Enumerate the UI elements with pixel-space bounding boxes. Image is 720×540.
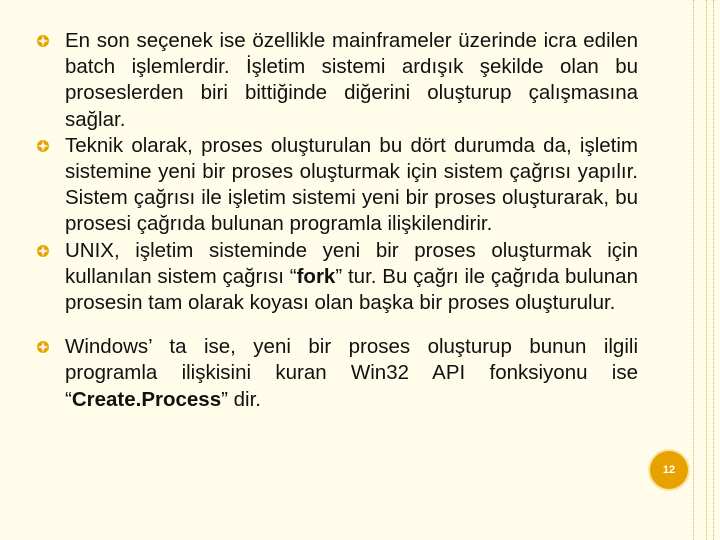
bullet-list [32,28,638,413]
frame-line [693,0,694,540]
bullet-text [65,238,638,317]
fork-keyword: fork [296,264,336,288]
bullet-text: Teknik olarak, proses oluşturulan bu dört durumda da, işletim sistemine yeni bir proses oluşturmak için sistem çağrısı yapılır. Sistem çağrısı ile işletim sistemi yeni bir proses oluşturarak, bu prosesi çağrıda bulunan programla ilişkilendirir. [65,133,638,236]
bullet-text-part: Windows’ ta ise, yeni bir proses oluşturup bunun ilgili programla ilişkisini kuran Win32 API fonksiyonu ise “ [65,335,638,411]
bullet-text-part: ” tur. Bu çağrı ile çağrıda bulunan prosesin tam olarak koyası olan başka bir proses oluşturulur. [65,264,638,315]
bullet-text: En son seçenek ise özellikle mainframeler üzerinde icra edilen batch işlemlerdir. İşletim sistemi ardışık şekilde olan bu proseslerden biri bittiğinde diğerini oluşturup çalışmasına sağlar. [65,29,638,131]
bullet-text-part: ” dir. [221,387,261,411]
page-number-badge: 12 [650,451,688,489]
star-burst-icon [36,340,50,354]
bullet-item [32,238,638,317]
create-process-keyword: Create.Process [71,387,222,411]
frame-line [706,0,707,540]
frame-line [713,0,714,540]
bullet-item [32,28,638,133]
bullet-item [32,133,638,238]
star-burst-icon [36,244,50,258]
bullet-text [65,334,638,413]
star-burst-icon [36,34,50,48]
bullet-text-part: UNIX, işletim sisteminde yeni bir proses oluşturmak için kullanılan sistem çağrısı “ [65,238,638,288]
star-burst-icon [36,139,50,153]
bullet-item [32,334,638,413]
